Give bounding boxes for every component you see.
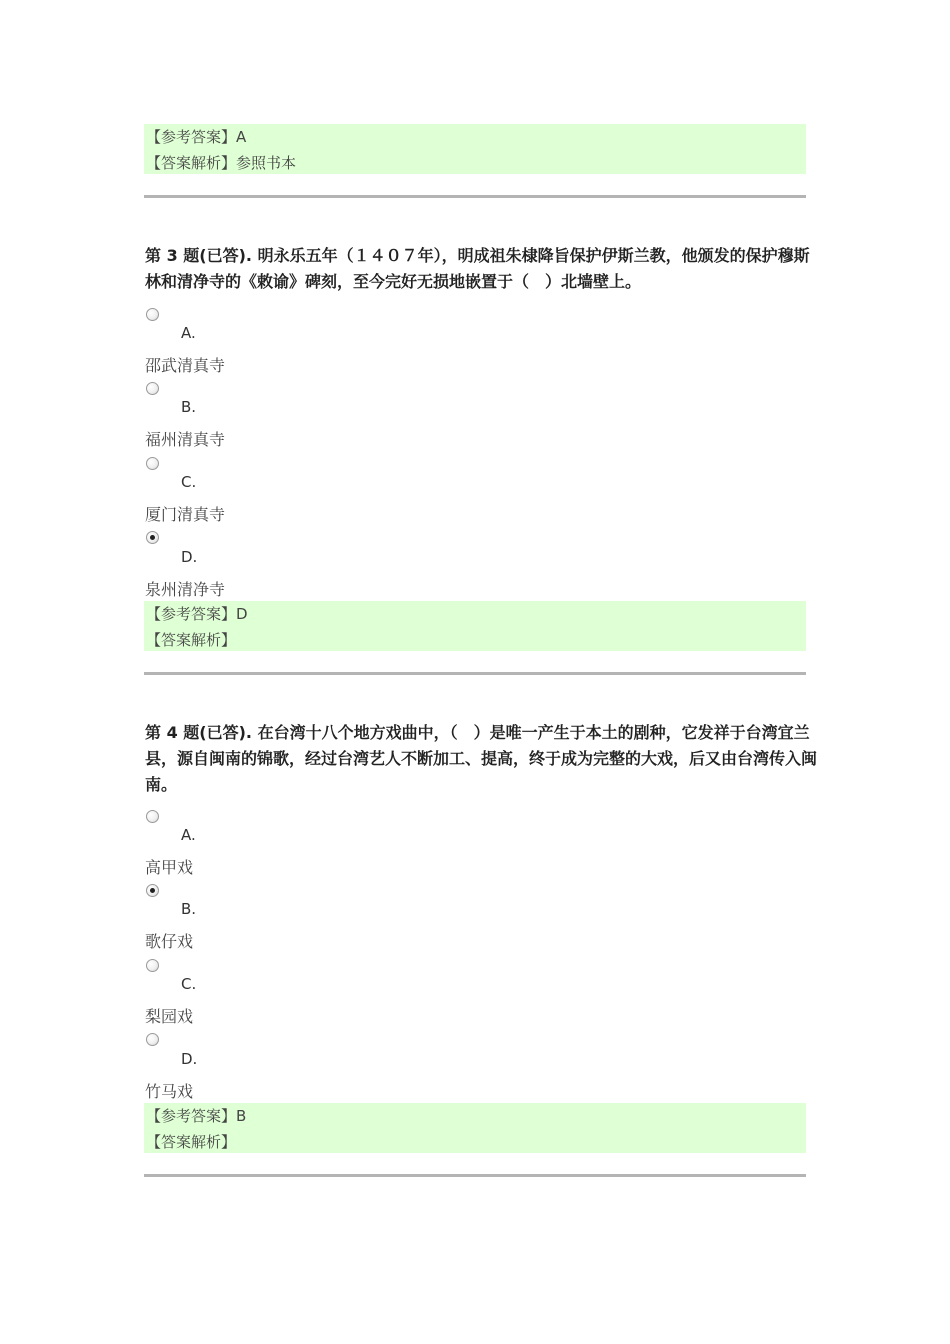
answer-analysis: 【答案解析】 (146, 1133, 237, 1151)
question-4 (145, 720, 825, 798)
radio-dot (150, 888, 155, 893)
radio-q4-d[interactable] (146, 1033, 159, 1046)
option-letter: C. (181, 975, 197, 993)
radio-q4-b-selected[interactable] (146, 884, 159, 897)
option-letter: A. (181, 324, 196, 342)
answer-box-q4 (144, 1103, 806, 1153)
question-stem: 明永乐五年（１４０７年），明成祖朱棣降旨保护伊斯兰教，他颁发的保护穆斯林和清净寺的《敕谕》碑刻，至今完好无损地嵌置于（ ）北墙壁上。 (145, 246, 810, 291)
reference-answer: 【参考答案】B (146, 1107, 247, 1125)
option-text: 厦门清真寺 (145, 505, 226, 524)
question-number: 第 3 题(已答). (145, 246, 252, 265)
option-text: 竹马戏 (145, 1082, 194, 1101)
radio-q4-a[interactable] (146, 810, 159, 823)
option-text: 梨园戏 (145, 1007, 194, 1026)
option-letter: D. (181, 548, 198, 566)
option-letter: A. (181, 826, 196, 844)
radio-q3-c[interactable] (146, 457, 159, 470)
divider (144, 672, 806, 675)
radio-q4-c[interactable] (146, 959, 159, 972)
reference-answer: 【参考答案】D (146, 605, 248, 623)
divider (144, 1174, 806, 1177)
answer-analysis: 【答案解析】参照书本 (146, 154, 297, 172)
question-3 (145, 243, 825, 295)
option-letter: B. (181, 398, 197, 416)
option-text: 邵武清真寺 (145, 356, 226, 375)
question-stem: 在台湾十八个地方戏曲中，（ ）是唯一产生于本土的剧种，它发祥于台湾宜兰县，源自闽南的锦歌，经过台湾艺人不断加工、提高，终于成为完整的大戏，后又由台湾传入闽南。 (145, 723, 818, 794)
reference-answer: 【参考答案】A (146, 128, 247, 146)
answer-box-q2 (144, 124, 806, 174)
option-letter: B. (181, 900, 197, 918)
option-letter: D. (181, 1050, 198, 1068)
radio-q3-b[interactable] (146, 382, 159, 395)
option-text: 福州清真寺 (145, 430, 226, 449)
option-text: 泉州清净寺 (145, 580, 226, 599)
option-text: 高甲戏 (145, 858, 194, 877)
question-number: 第 4 题(已答). (145, 723, 252, 742)
option-text: 歌仔戏 (145, 932, 194, 951)
radio-q3-a[interactable] (146, 308, 159, 321)
answer-box-q3 (144, 601, 806, 651)
answer-analysis: 【答案解析】 (146, 631, 237, 649)
option-letter: C. (181, 473, 197, 491)
radio-q3-d-selected[interactable] (146, 531, 159, 544)
radio-dot (150, 535, 155, 540)
divider (144, 195, 806, 198)
